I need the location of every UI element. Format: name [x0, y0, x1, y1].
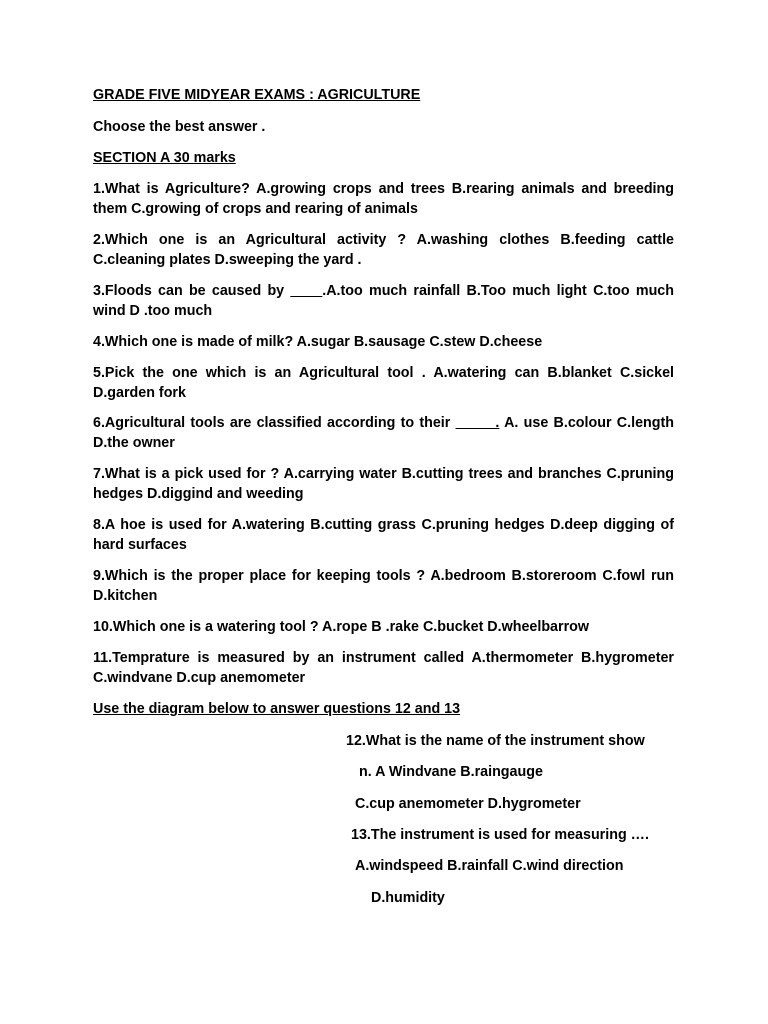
- question-3-options: .A.too much rainfall B.Too much light C.too much wind D .too much: [93, 283, 674, 319]
- question-11: 11.Temprature is measured by an instrument called A.thermometer B.hygrometer C.windvane D.cup anemometer: [93, 650, 674, 686]
- question-12-options-c: C.cup anemometer D.hygrometer: [355, 796, 581, 812]
- answer-blank: ____: [290, 283, 323, 299]
- question-2: 2.Which one is an Agricultural activity ? A.washing clothes B.feeding cattle C.cleaning plates D.sweeping the yard .: [93, 232, 674, 268]
- question-12: 12.What is the name of the instrument show: [346, 733, 645, 749]
- answer-blank: _____.: [455, 415, 500, 431]
- question-7: 7.What is a pick used for ? A.carrying water B.cutting trees and branches C.pruning hedges D.diggind and weeding: [93, 466, 674, 502]
- question-6-stem: 6.Agricultural tools are classified according to their: [93, 415, 456, 431]
- question-12-options-a: n. A Windvane B.raingauge: [359, 764, 543, 780]
- question-13: 13.The instrument is used for measuring ….: [351, 827, 649, 843]
- question-4: 4.Which one is made of milk? A.sugar B.sausage C.stew D.cheese: [93, 334, 543, 350]
- instruction-text: Choose the best answer .: [93, 119, 266, 135]
- question-13-options-d: D.humidity: [371, 890, 445, 906]
- question-10: 10.Which one is a watering tool ? A.rope B .rake C.bucket D.wheelbarrow: [93, 619, 589, 635]
- question-8: 8.A hoe is used for A.watering B.cutting grass C.pruning hedges D.deep digging of hard surfaces: [93, 517, 674, 553]
- diagram-instruction: Use the diagram below to answer questions 12 and 13: [93, 701, 461, 717]
- question-3: [93, 282, 674, 321]
- exam-title: GRADE FIVE MIDYEAR EXAMS : AGRICULTURE: [93, 87, 421, 103]
- question-5: 5.Pick the one which is an Agricultural tool . A.watering can B.blanket C.sickel D.garden fork: [93, 365, 674, 401]
- question-6: [93, 414, 674, 453]
- section-heading: SECTION A 30 marks: [93, 150, 236, 166]
- question-6-options: A. use B.colour C.length D.the owner: [93, 415, 674, 451]
- question-9: 9.Which is the proper place for keeping tools ? A.bedroom B.storeroom C.fowl run D.kitchen: [93, 568, 674, 604]
- question-3-stem: 3.Floods can be caused by: [93, 283, 291, 299]
- question-1: 1.What is Agriculture? A.growing crops and trees B.rearing animals and breeding them C.growing of crops and rearing of animals: [93, 181, 674, 217]
- question-13-options-a: A.windspeed B.rainfall C.wind direction: [355, 858, 624, 874]
